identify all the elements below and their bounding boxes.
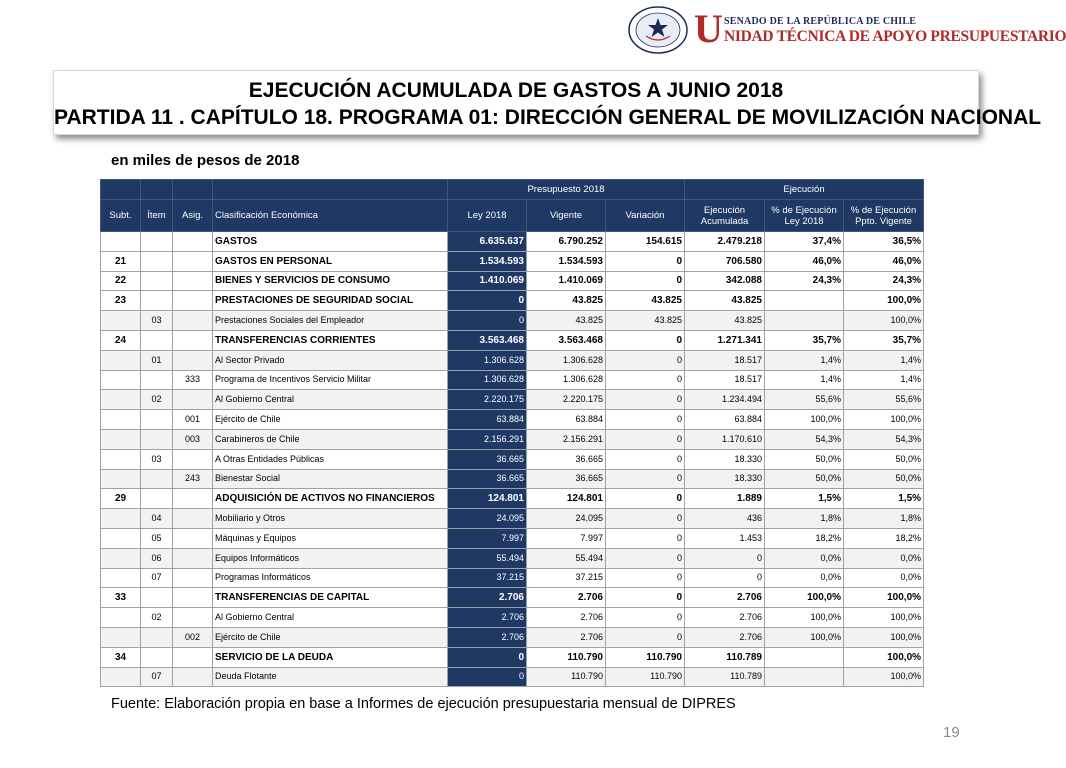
header-ejecucion-acumulada-l1: Ejecución [703, 204, 746, 216]
table-row [101, 370, 924, 390]
cell-asig [173, 588, 213, 608]
header-variacion: Variación [606, 200, 685, 232]
cell-pct-vigente: 0,0% [844, 568, 924, 588]
cell-ley: 37.215 [448, 568, 527, 588]
cell-item: 03 [141, 311, 173, 331]
cell-pct-vigente: 100,0% [844, 627, 924, 647]
cell-clasificacion: Máquinas y Equipos [213, 528, 448, 548]
cell-asig [173, 667, 213, 687]
cell-ley: 1.306.628 [448, 350, 527, 370]
table-body [101, 232, 924, 687]
cell-asig: 333 [173, 370, 213, 390]
cell-ejecucion: 2.479.218 [685, 232, 765, 252]
cell-item [141, 330, 173, 350]
cell-ley: 0 [448, 647, 527, 667]
cell-pct-vigente: 100,0% [844, 608, 924, 628]
cell-clasificacion: Bienestar Social [213, 469, 448, 489]
cell-asig [173, 509, 213, 529]
cell-ley: 1.410.069 [448, 271, 527, 291]
cell-variacion: 0 [606, 588, 685, 608]
cell-pct-ley: 55,6% [765, 390, 844, 410]
cell-item: 07 [141, 667, 173, 687]
cell-asig: 003 [173, 429, 213, 449]
cell-ejecucion: 706.580 [685, 251, 765, 271]
table-row [101, 608, 924, 628]
cell-ejecucion: 43.825 [685, 311, 765, 331]
header-pct-vigente-l1: % de Ejecución [850, 204, 917, 216]
cell-clasificacion: Al Gobierno Central [213, 608, 448, 628]
cell-variacion: 0 [606, 469, 685, 489]
cell-subt [101, 608, 141, 628]
cell-variacion: 0 [606, 627, 685, 647]
cell-ejecucion: 0 [685, 548, 765, 568]
cell-clasificacion: BIENES Y SERVICIOS DE CONSUMO [213, 271, 448, 291]
cell-vigente: 110.790 [527, 647, 606, 667]
cell-asig [173, 251, 213, 271]
cell-subt [101, 311, 141, 331]
cell-ley: 24.095 [448, 509, 527, 529]
table-row [101, 311, 924, 331]
cell-asig [173, 232, 213, 252]
cell-vigente: 43.825 [527, 311, 606, 331]
cell-pct-ley: 50,0% [765, 449, 844, 469]
cell-item: 05 [141, 528, 173, 548]
cell-vigente: 63.884 [527, 410, 606, 430]
cell-variacion: 110.790 [606, 667, 685, 687]
title-box [53, 70, 1042, 135]
cell-item [141, 647, 173, 667]
source-note: Fuente: Elaboración propia en base a Informes de ejecución presupuestaria mensual de DIPRES [111, 696, 736, 712]
cell-clasificacion: SERVICIO DE LA DEUDA [213, 647, 448, 667]
budget-execution-table [100, 179, 924, 687]
cell-pct-ley [765, 311, 844, 331]
cell-ejecucion: 18.517 [685, 370, 765, 390]
page-title: EJECUCIÓN ACUMULADA DE GASTOS A JUNIO 2018 [248, 79, 784, 102]
cell-item [141, 429, 173, 449]
table-row [101, 449, 924, 469]
cell-vigente: 2.156.291 [527, 429, 606, 449]
cell-ley: 1.534.593 [448, 251, 527, 271]
cell-item: 07 [141, 568, 173, 588]
table-row [101, 271, 924, 291]
cell-pct-vigente: 36,5% [844, 232, 924, 252]
cell-asig [173, 568, 213, 588]
cell-asig [173, 291, 213, 311]
cell-ley: 2.706 [448, 627, 527, 647]
cell-ley: 7.997 [448, 528, 527, 548]
cell-clasificacion: Ejército de Chile [213, 410, 448, 430]
cell-clasificacion: Ejército de Chile [213, 627, 448, 647]
cell-pct-ley: 100,0% [765, 588, 844, 608]
cell-pct-ley: 100,0% [765, 608, 844, 628]
cell-pct-ley: 100,0% [765, 627, 844, 647]
cell-variacion: 0 [606, 568, 685, 588]
cell-item [141, 469, 173, 489]
cell-asig [173, 271, 213, 291]
header-pct-vigente [844, 200, 924, 232]
units-note: en miles de pesos de 2018 [111, 152, 300, 169]
header-group-presupuesto: Presupuesto 2018 [448, 180, 685, 200]
table-row [101, 667, 924, 687]
cell-item: 04 [141, 509, 173, 529]
cell-asig [173, 390, 213, 410]
cell-asig [173, 608, 213, 628]
cell-subt: 23 [101, 291, 141, 311]
cell-item: 06 [141, 548, 173, 568]
cell-subt [101, 232, 141, 252]
cell-ley: 1.306.628 [448, 370, 527, 390]
header-pct-vigente-l2: Ppto. Vigente [855, 215, 912, 227]
cell-ejecucion: 63.884 [685, 410, 765, 430]
cell-pct-ley: 0,0% [765, 548, 844, 568]
cell-subt [101, 429, 141, 449]
table-row [101, 647, 924, 667]
cell-ley: 0 [448, 291, 527, 311]
header-group-ejecucion: Ejecución [685, 180, 924, 200]
cell-variacion: 154.615 [606, 232, 685, 252]
cell-pct-ley: 54,3% [765, 429, 844, 449]
cell-asig [173, 647, 213, 667]
header-empty [213, 180, 448, 200]
cell-ley: 36.665 [448, 469, 527, 489]
cell-ejecucion: 18.517 [685, 350, 765, 370]
cell-asig: 002 [173, 627, 213, 647]
cell-subt [101, 627, 141, 647]
cell-ley: 2.706 [448, 608, 527, 628]
cell-clasificacion: ADQUISICIÓN DE ACTIVOS NO FINANCIEROS [213, 489, 448, 509]
cell-pct-vigente: 100,0% [844, 410, 924, 430]
cell-variacion: 0 [606, 528, 685, 548]
cell-ejecucion: 1.271.341 [685, 330, 765, 350]
table-row [101, 291, 924, 311]
cell-vigente: 24.095 [527, 509, 606, 529]
cell-clasificacion: GASTOS EN PERSONAL [213, 251, 448, 271]
cell-item [141, 251, 173, 271]
cell-clasificacion: Carabineros de Chile [213, 429, 448, 449]
cell-subt: 21 [101, 251, 141, 271]
cell-subt: 34 [101, 647, 141, 667]
header-ley: Ley 2018 [448, 200, 527, 232]
cell-item [141, 410, 173, 430]
table-row [101, 469, 924, 489]
cell-ley: 2.706 [448, 588, 527, 608]
cell-clasificacion: TRANSFERENCIAS DE CAPITAL [213, 588, 448, 608]
cell-variacion: 110.790 [606, 647, 685, 667]
cell-vigente: 43.825 [527, 291, 606, 311]
header-ejecucion-acumulada-l2: Acumulada [700, 215, 749, 227]
cell-ejecucion: 18.330 [685, 469, 765, 489]
cell-variacion: 0 [606, 410, 685, 430]
cell-item: 03 [141, 449, 173, 469]
table-row [101, 232, 924, 252]
cell-subt [101, 390, 141, 410]
cell-vigente: 36.665 [527, 469, 606, 489]
cell-variacion: 0 [606, 390, 685, 410]
cell-clasificacion: Equipos Informáticos [213, 548, 448, 568]
cell-clasificacion: A Otras Entidades Públicas [213, 449, 448, 469]
cell-ley: 63.884 [448, 410, 527, 430]
cell-ley: 0 [448, 311, 527, 331]
header-ejecucion-acumulada [685, 200, 765, 232]
cell-ley: 2.220.175 [448, 390, 527, 410]
cell-asig [173, 311, 213, 331]
cell-variacion: 0 [606, 370, 685, 390]
cell-ejecucion: 1.453 [685, 528, 765, 548]
cell-subt: 22 [101, 271, 141, 291]
table-row [101, 390, 924, 410]
cell-clasificacion: Prestaciones Sociales del Empleador [213, 311, 448, 331]
cell-variacion: 0 [606, 548, 685, 568]
cell-variacion: 0 [606, 271, 685, 291]
cell-vigente: 37.215 [527, 568, 606, 588]
cell-asig [173, 489, 213, 509]
cell-vigente: 6.790.252 [527, 232, 606, 252]
cell-pct-ley [765, 647, 844, 667]
cell-subt [101, 509, 141, 529]
cell-pct-ley: 37,4% [765, 232, 844, 252]
cell-ejecucion: 2.706 [685, 608, 765, 628]
cell-pct-vigente: 1,8% [844, 509, 924, 529]
senate-seal-icon [628, 6, 690, 54]
cell-ejecucion: 1.170.610 [685, 429, 765, 449]
cell-pct-vigente: 100,0% [844, 311, 924, 331]
cell-pct-ley: 100,0% [765, 410, 844, 430]
cell-vigente: 36.665 [527, 449, 606, 469]
cell-pct-ley: 50,0% [765, 469, 844, 489]
cell-pct-vigente: 18,2% [844, 528, 924, 548]
cell-variacion: 0 [606, 251, 685, 271]
header-subt: Subt. [101, 200, 141, 232]
cell-ejecucion: 1.889 [685, 489, 765, 509]
cell-pct-vigente: 100,0% [844, 588, 924, 608]
cell-item [141, 291, 173, 311]
cell-item: 02 [141, 390, 173, 410]
cell-vigente: 2.706 [527, 627, 606, 647]
cell-clasificacion: PRESTACIONES DE SEGURIDAD SOCIAL [213, 291, 448, 311]
cell-pct-ley [765, 667, 844, 687]
cell-pct-vigente: 46,0% [844, 251, 924, 271]
cell-vigente: 55.494 [527, 548, 606, 568]
cell-pct-vigente: 1,5% [844, 489, 924, 509]
cell-asig: 243 [173, 469, 213, 489]
cell-asig [173, 449, 213, 469]
header-pct-ley-l2: Ley 2018 [784, 215, 824, 227]
cell-pct-vigente: 50,0% [844, 469, 924, 489]
cell-variacion: 0 [606, 509, 685, 529]
cell-ley: 0 [448, 667, 527, 687]
cell-subt [101, 528, 141, 548]
cell-variacion: 0 [606, 489, 685, 509]
cell-ejecucion: 110.789 [685, 647, 765, 667]
cell-subt: 29 [101, 489, 141, 509]
cell-subt [101, 568, 141, 588]
cell-clasificacion: Programas Informáticos [213, 568, 448, 588]
cell-ley: 55.494 [448, 548, 527, 568]
cell-subt: 33 [101, 588, 141, 608]
header-pct-ley [765, 200, 844, 232]
cell-vigente: 1.410.069 [527, 271, 606, 291]
cell-vigente: 124.801 [527, 489, 606, 509]
page-number: 19 [943, 724, 960, 741]
cell-variacion: 0 [606, 429, 685, 449]
header-empty [141, 180, 173, 200]
cell-pct-vigente: 100,0% [844, 291, 924, 311]
cell-pct-vigente: 0,0% [844, 548, 924, 568]
page-subtitle-program: PARTIDA 11 . CAPÍTULO 18. PROGRAMA 01: DIRECCIÓN GENERAL DE MOVILIZACIÓN NACIONAL [54, 106, 1042, 129]
cell-item [141, 232, 173, 252]
table-row [101, 548, 924, 568]
cell-vigente: 1.534.593 [527, 251, 606, 271]
cell-ley: 6.635.637 [448, 232, 527, 252]
cell-variacion: 0 [606, 330, 685, 350]
header-pct-ley-l1: % de Ejecución [771, 204, 837, 216]
cell-pct-vigente: 1,4% [844, 370, 924, 390]
cell-subt [101, 548, 141, 568]
cell-asig: 001 [173, 410, 213, 430]
cell-item [141, 271, 173, 291]
cell-item: 02 [141, 608, 173, 628]
cell-subt [101, 469, 141, 489]
table-row [101, 350, 924, 370]
cell-subt [101, 370, 141, 390]
cell-pct-vigente: 1,4% [844, 350, 924, 370]
cell-pct-vigente: 54,3% [844, 429, 924, 449]
table-row [101, 330, 924, 350]
table-row [101, 251, 924, 271]
cell-pct-vigente: 35,7% [844, 330, 924, 350]
header-empty [101, 180, 141, 200]
cell-vigente: 2.706 [527, 588, 606, 608]
cell-vigente: 7.997 [527, 528, 606, 548]
cell-vigente: 3.563.468 [527, 330, 606, 350]
logo-letter: U [694, 6, 723, 51]
cell-clasificacion: GASTOS [213, 232, 448, 252]
cell-pct-ley: 1,4% [765, 350, 844, 370]
header-clasificacion: Clasificación Económica [213, 200, 448, 232]
cell-pct-ley: 1,8% [765, 509, 844, 529]
cell-vigente: 1.306.628 [527, 370, 606, 390]
cell-pct-vigente: 55,6% [844, 390, 924, 410]
cell-asig [173, 548, 213, 568]
logo-institution: SENADO DE LA REPÚBLICA DE CHILE [724, 16, 917, 27]
cell-vigente: 2.220.175 [527, 390, 606, 410]
logo-unit-name: NIDAD TÉCNICA DE APOYO PRESUPUESTARIO [724, 28, 1066, 45]
cell-ejecucion: 0 [685, 568, 765, 588]
cell-pct-ley: 24,3% [765, 271, 844, 291]
cell-pct-vigente: 100,0% [844, 647, 924, 667]
cell-subt [101, 350, 141, 370]
header-item: Ítem [141, 200, 173, 232]
cell-ley: 36.665 [448, 449, 527, 469]
cell-asig [173, 528, 213, 548]
cell-variacion: 0 [606, 449, 685, 469]
table-row [101, 528, 924, 548]
cell-clasificacion: TRANSFERENCIAS CORRIENTES [213, 330, 448, 350]
cell-subt [101, 449, 141, 469]
cell-item [141, 627, 173, 647]
senate-logo [628, 6, 1066, 56]
cell-asig [173, 350, 213, 370]
cell-variacion: 43.825 [606, 291, 685, 311]
cell-vigente: 2.706 [527, 608, 606, 628]
cell-ley: 124.801 [448, 489, 527, 509]
cell-variacion: 0 [606, 350, 685, 370]
table-row [101, 588, 924, 608]
table-row [101, 568, 924, 588]
table-row [101, 509, 924, 529]
table-row [101, 410, 924, 430]
table-row [101, 429, 924, 449]
cell-subt [101, 410, 141, 430]
cell-pct-ley: 1,4% [765, 370, 844, 390]
cell-subt: 24 [101, 330, 141, 350]
cell-ejecucion: 1.234.494 [685, 390, 765, 410]
cell-clasificacion: Deuda Flotante [213, 667, 448, 687]
cell-ley: 3.563.468 [448, 330, 527, 350]
cell-pct-vigente: 100,0% [844, 667, 924, 687]
cell-vigente: 1.306.628 [527, 350, 606, 370]
cell-pct-ley: 35,7% [765, 330, 844, 350]
cell-variacion: 0 [606, 608, 685, 628]
cell-pct-ley: 18,2% [765, 528, 844, 548]
cell-pct-ley: 46,0% [765, 251, 844, 271]
cell-ejecucion: 2.706 [685, 627, 765, 647]
cell-clasificacion: Mobiliario y Otros [213, 509, 448, 529]
cell-asig [173, 330, 213, 350]
table-row [101, 627, 924, 647]
cell-pct-vigente: 50,0% [844, 449, 924, 469]
cell-subt [101, 667, 141, 687]
cell-ejecucion: 2.706 [685, 588, 765, 608]
header-vigente: Vigente [527, 200, 606, 232]
cell-clasificacion: Al Sector Privado [213, 350, 448, 370]
budget-table-wrap [100, 179, 923, 687]
table-row [101, 489, 924, 509]
cell-ley: 2.156.291 [448, 429, 527, 449]
cell-ejecucion: 43.825 [685, 291, 765, 311]
cell-ejecucion: 18.330 [685, 449, 765, 469]
header-asig: Asig. [173, 200, 213, 232]
cell-variacion: 43.825 [606, 311, 685, 331]
cell-ejecucion: 342.088 [685, 271, 765, 291]
cell-clasificacion: Programa de Incentivos Servicio Militar [213, 370, 448, 390]
cell-clasificacion: Al Gobierno Central [213, 390, 448, 410]
header-empty [173, 180, 213, 200]
cell-pct-ley: 1,5% [765, 489, 844, 509]
cell-pct-ley: 0,0% [765, 568, 844, 588]
cell-item [141, 588, 173, 608]
cell-pct-ley [765, 291, 844, 311]
cell-item: 01 [141, 350, 173, 370]
cell-ejecucion: 110.789 [685, 667, 765, 687]
cell-item [141, 489, 173, 509]
cell-item [141, 370, 173, 390]
cell-pct-vigente: 24,3% [844, 271, 924, 291]
cell-ejecucion: 436 [685, 509, 765, 529]
cell-vigente: 110.790 [527, 667, 606, 687]
